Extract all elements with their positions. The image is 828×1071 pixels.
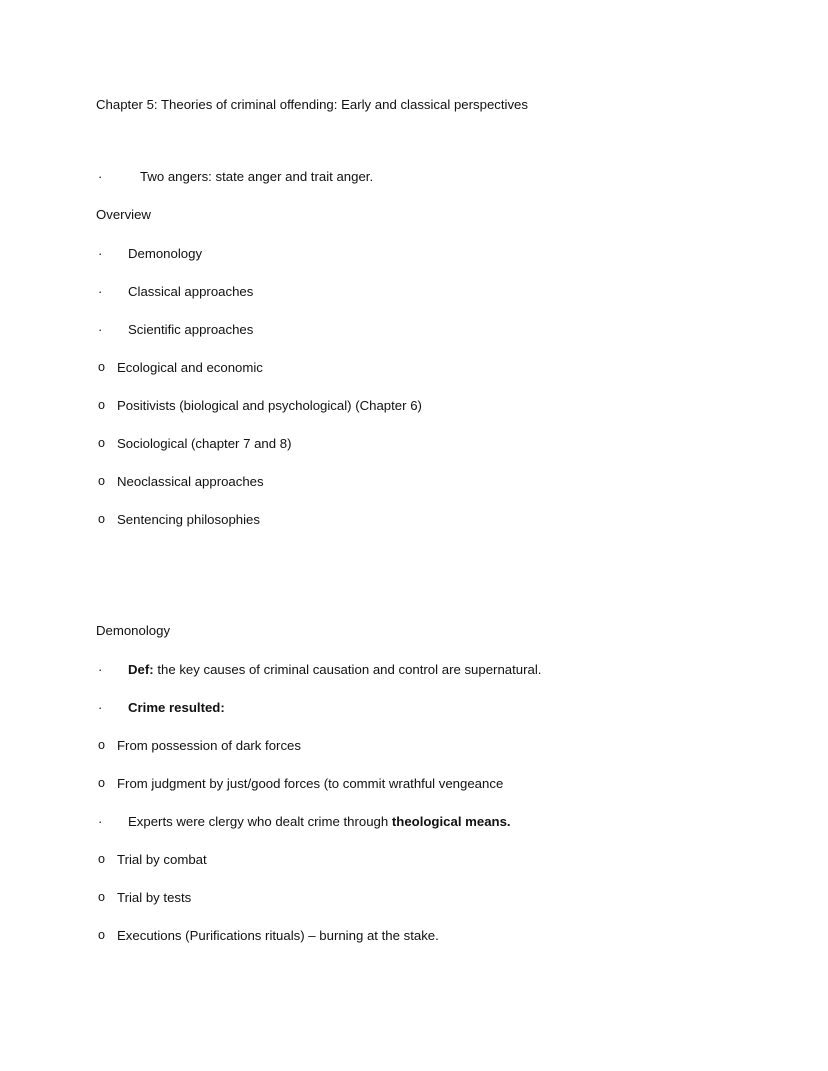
list-item-label: Ecological and economic <box>117 360 263 375</box>
bullet-circle-icon: o <box>98 928 106 942</box>
bullet-dot-icon: · <box>98 284 103 299</box>
spacer-before-demonology <box>96 549 756 622</box>
bullet-circle-icon: o <box>98 436 106 450</box>
bullet-circle-icon: o <box>98 360 106 374</box>
list-item-label: From judgment by just/good forces (to commit wrathful vengeance <box>117 776 504 791</box>
list-item <box>96 397 756 414</box>
bullet-circle-icon: o <box>98 474 106 488</box>
experts-emphasis: theological means. <box>391 814 511 829</box>
experts-text: Experts were clergy who dealt crime through <box>128 814 392 829</box>
list-item-label: Positivists (biological and psychological) (Chapter 6) <box>117 398 422 413</box>
list-item-label: Scientific approaches <box>128 322 254 337</box>
spacer-after-title <box>96 113 756 168</box>
list-item-label: Executions (Purifications rituals) – burning at the stake. <box>117 928 439 943</box>
list-item <box>96 699 756 716</box>
section-heading-overview: Overview <box>96 207 151 222</box>
list-item-label: From possession of dark forces <box>117 738 301 753</box>
list-item-label: Neoclassical approaches <box>117 474 264 489</box>
bullet-dot-icon: · <box>98 814 103 829</box>
definition-text: the key causes of criminal causation and control are supernatural. <box>153 662 542 677</box>
list-item <box>96 435 756 452</box>
list-item <box>96 473 756 490</box>
bullet-circle-icon: o <box>98 738 106 752</box>
list-item <box>96 321 756 338</box>
list-item <box>96 168 756 185</box>
list-item-label: Demonology <box>128 246 203 261</box>
bullet-dot-icon: · <box>98 322 103 337</box>
list-item-label: Trial by combat <box>117 852 207 867</box>
document-body <box>96 96 756 965</box>
list-item <box>96 283 756 300</box>
list-item <box>96 889 756 906</box>
bullet-circle-icon: o <box>98 776 106 790</box>
bullet-circle-icon: o <box>98 852 106 866</box>
list-item-label: Two angers: state anger and trait anger. <box>140 169 374 184</box>
bullet-dot-icon: · <box>98 700 103 715</box>
bullet-circle-icon: o <box>98 512 106 526</box>
list-item-label: Sentencing philosophies <box>117 512 260 527</box>
list-item <box>96 927 756 944</box>
page-title: Chapter 5: Theories of criminal offending: Early and classical perspectives <box>96 97 528 112</box>
list-item <box>96 813 756 830</box>
bullet-dot-icon: · <box>98 169 103 184</box>
list-item <box>96 359 756 376</box>
list-item <box>96 511 756 528</box>
bullet-circle-icon: o <box>98 890 106 904</box>
list-item <box>96 775 756 792</box>
list-item <box>96 661 756 678</box>
list-item <box>96 737 756 754</box>
section-heading-demonology: Demonology <box>96 623 171 638</box>
list-item-label <box>96 813 756 830</box>
list-item-label: Trial by tests <box>117 890 192 905</box>
list-item-label: Crime resulted: <box>128 700 225 715</box>
list-item-label <box>96 661 756 678</box>
bullet-circle-icon: o <box>98 398 106 412</box>
bullet-dot-icon: · <box>98 246 103 261</box>
list-item <box>96 851 756 868</box>
list-item <box>96 245 756 262</box>
list-item-label: Classical approaches <box>128 284 254 299</box>
list-item-label: Sociological (chapter 7 and 8) <box>117 436 292 451</box>
definition-term: Def: <box>128 662 154 677</box>
bullet-dot-icon: · <box>98 662 103 677</box>
